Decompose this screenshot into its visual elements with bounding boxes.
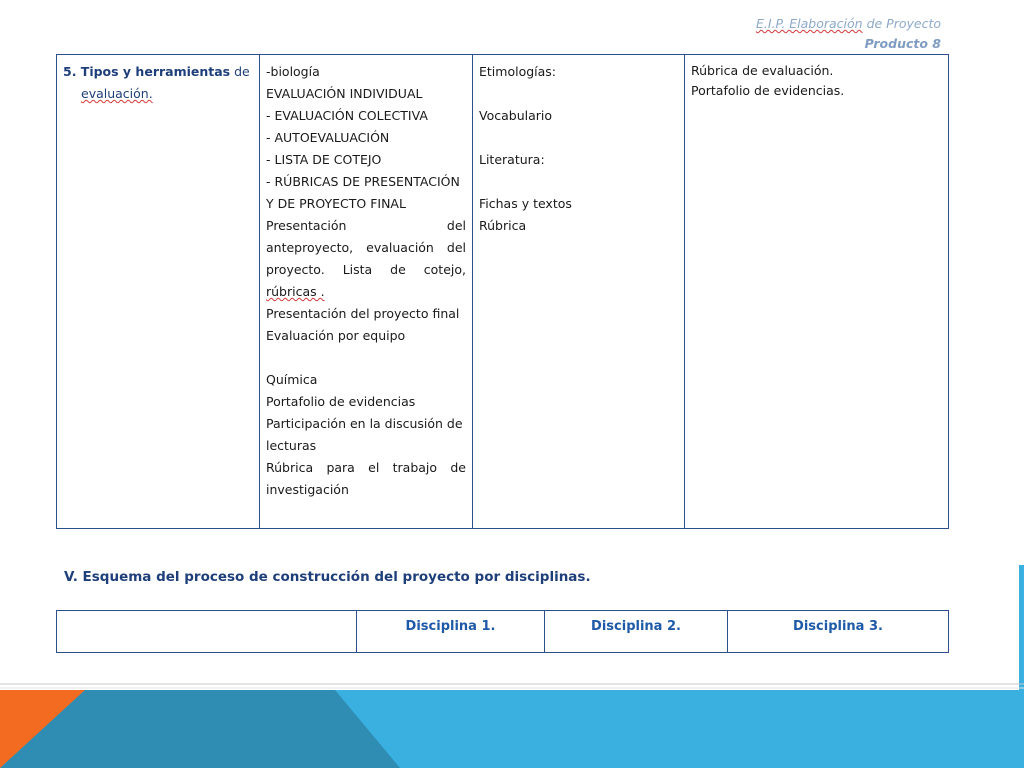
disciplines-table <box>56 610 949 653</box>
footer-shapes <box>0 680 1024 768</box>
cell-etymology-literature: Etimologías: Vocabulario Literatura: Fichas y textos Rúbrica <box>473 55 685 529</box>
slide-header <box>756 14 941 54</box>
cell-biology-chemistry: -biología EVALUACIÓN INDIVIDUAL - EVALUACIÓN COLECTIVA - AUTOEVALUACIÓN - LISTA DE COTEJO - RÚBRICAS DE PRESENTACIÓN Y DE PROYECTO FINAL Presentación del anteproyecto, evaluación del proyecto. Lista de cotejo, rúbricas . Presentación del proyecto final Evaluación por equipo Química Portafolio de evidencias Participación en la discusión de lecturas Rúbrica para el trabajo de investigación <box>260 55 473 529</box>
heading-evaluacion: evaluación. <box>81 86 153 101</box>
cell-rubric-portfolio: Rúbrica de evaluación. Portafolio de evidencias. <box>685 55 949 529</box>
evaluation-table <box>56 54 949 529</box>
cell-section-heading: 5. Tipos y herramientas de evaluación. <box>57 55 260 529</box>
discipline-empty-cell <box>57 611 357 653</box>
table-row <box>57 611 949 653</box>
right-accent-bar <box>1019 565 1024 690</box>
header-project-title: E.I.P. Elaboración de Proyecto <box>755 16 941 31</box>
discipline-3-header: Disciplina 3. <box>728 611 949 653</box>
table-row <box>57 55 949 529</box>
footer-decoration <box>0 680 1024 768</box>
discipline-2-header: Disciplina 2. <box>545 611 728 653</box>
section-title: V. Esquema del proceso de construcción del proyecto por disciplinas. <box>64 569 591 585</box>
discipline-1-header: Disciplina 1. <box>357 611 545 653</box>
header-product-label: Producto 8 <box>864 36 941 51</box>
